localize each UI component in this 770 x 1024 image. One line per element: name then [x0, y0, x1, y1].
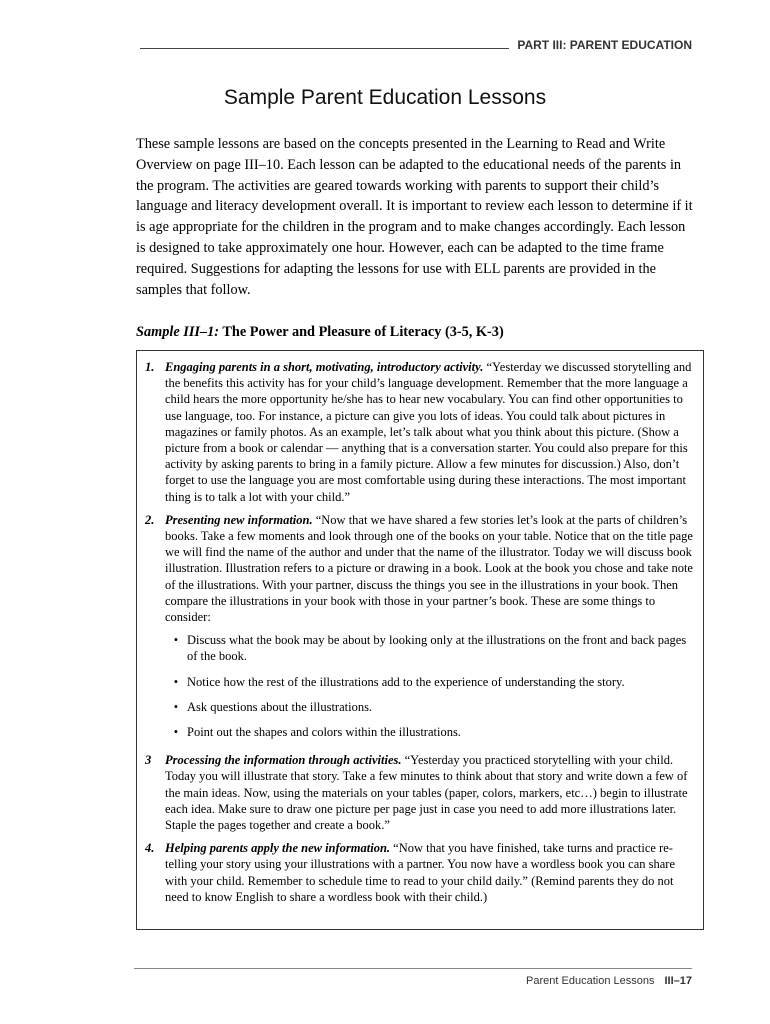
- bullet-icon: •: [173, 674, 179, 689]
- lesson-step: [145, 752, 697, 833]
- step-number: 3: [145, 753, 152, 768]
- step-lead: Presenting new information.: [165, 512, 313, 527]
- list-item: • Point out the shapes and colors within the illustrations.: [165, 724, 697, 740]
- step-text: “Yesterday we discussed storytelling and the benefits this activity has for your child’s language development. Remember that the more language a child hears the more opportunity he/she has to hear new vocabulary. You can find other opportunities to use language, too. For instance, a picture can give you lots of ideas. You could talk about pictures in magazines or family photos. As an example, let’s talk about what you think about this picture. (Show a picture from a book or calendar — anything that is a conversation starter. You could also prepare for this activity by asking parents to bring in a family picture. Allow a few minutes for discussion.) Also, don’t forget to use the language you are most comfortable using during these interactions. The most important thing is to talk a lot with your child.”: [165, 360, 692, 504]
- step-number: 4.: [145, 841, 155, 856]
- lesson-steps-box: [136, 350, 704, 930]
- consider-list: [165, 632, 697, 740]
- bullet-icon: •: [173, 725, 179, 740]
- bullet-icon: •: [173, 699, 179, 714]
- part-label: PART III: PARENT EDUCATION: [517, 38, 692, 52]
- step-lead: Processing the information through activities.: [165, 753, 402, 768]
- sample-label: Sample III–1:: [136, 324, 220, 340]
- step-number: 1.: [145, 360, 155, 374]
- list-item: • Ask questions about the illustrations.: [165, 699, 697, 715]
- sample-title: The Power and Pleasure of Literacy (3-5, K-3): [219, 324, 504, 340]
- page-number: III–17: [664, 975, 692, 987]
- list-item: • Discuss what the book may be about by looking only at the illustrations on the front and back pages of the book.: [165, 632, 697, 664]
- sample-heading: [136, 324, 696, 341]
- step-number: 2.: [145, 512, 155, 527]
- page-header: [140, 36, 692, 52]
- lesson-step: [145, 840, 697, 905]
- lesson-steps: [145, 359, 697, 905]
- page-footer: [134, 968, 692, 990]
- step-lead: Helping parents apply the new information.: [165, 841, 391, 856]
- footer-section: Parent Education Lessons: [526, 975, 655, 987]
- step-text: “Yesterday you practiced storytelling with your child. Today you will illustrate that story. Take a few minutes to think about that story and write down a few of the main ideas. Now, using the materials on your tables (paper, colors, markers, etc…) begin to illustrate each idea. Make sure to draw one picture per page just in case you need to add more illustrations later. Staple the pages together and create a book.”: [165, 753, 688, 833]
- step-lead: Engaging parents in a short, motivating, introductory activity.: [165, 360, 484, 374]
- lesson-step: [145, 512, 697, 745]
- lesson-step: [145, 359, 697, 505]
- bullet-icon: •: [173, 633, 179, 648]
- step-text: “Now that we have shared a few stories let’s look at the parts of children’s books. Take a few moments and look through one of the books on your table. Notice that on the title page we will find the name of the author and under that the name of the illustrator. Today we will discuss book illustration. Illustration refers to a picture or drawing in a book. Look at the book you chose and take note of the illustrations. With your partner, discuss the things you see in the illustrations in your book. Then compare the illustrations in your book with those in your partner’s book. These are some things to consider:: [165, 512, 693, 625]
- header-rule: [140, 48, 509, 49]
- intro-paragraph: These sample lessons are based on the concepts presented in the Learning to Read and Write Overview on page III–10. Each lesson can be adapted to the educational needs of the parents in the program. The activities are geared towards working with parents to support their child’s language and literacy development overall. It is important to review each lesson to determine if it is age appropriate for the children in the program and to make changes accordingly. Each lesson is designed to take approximately one hour. However, each can be adapted to the time frame required. Suggestions for adapting the lessons for use with ELL parents are provided in the samples that follow.: [136, 136, 693, 298]
- step-text: “Now that you have finished, take turns and practice re-telling your story using your illustrations with a partner. You now have a wordless book you can share with your child. Remember to schedule time to read to your child daily.” (Remind parents they do not need to know English to share a wordless book with their child.): [165, 841, 675, 904]
- page-title: Sample Parent Education Lessons: [223, 86, 547, 109]
- list-item: • Notice how the rest of the illustrations add to the experience of understanding the story.: [165, 674, 697, 690]
